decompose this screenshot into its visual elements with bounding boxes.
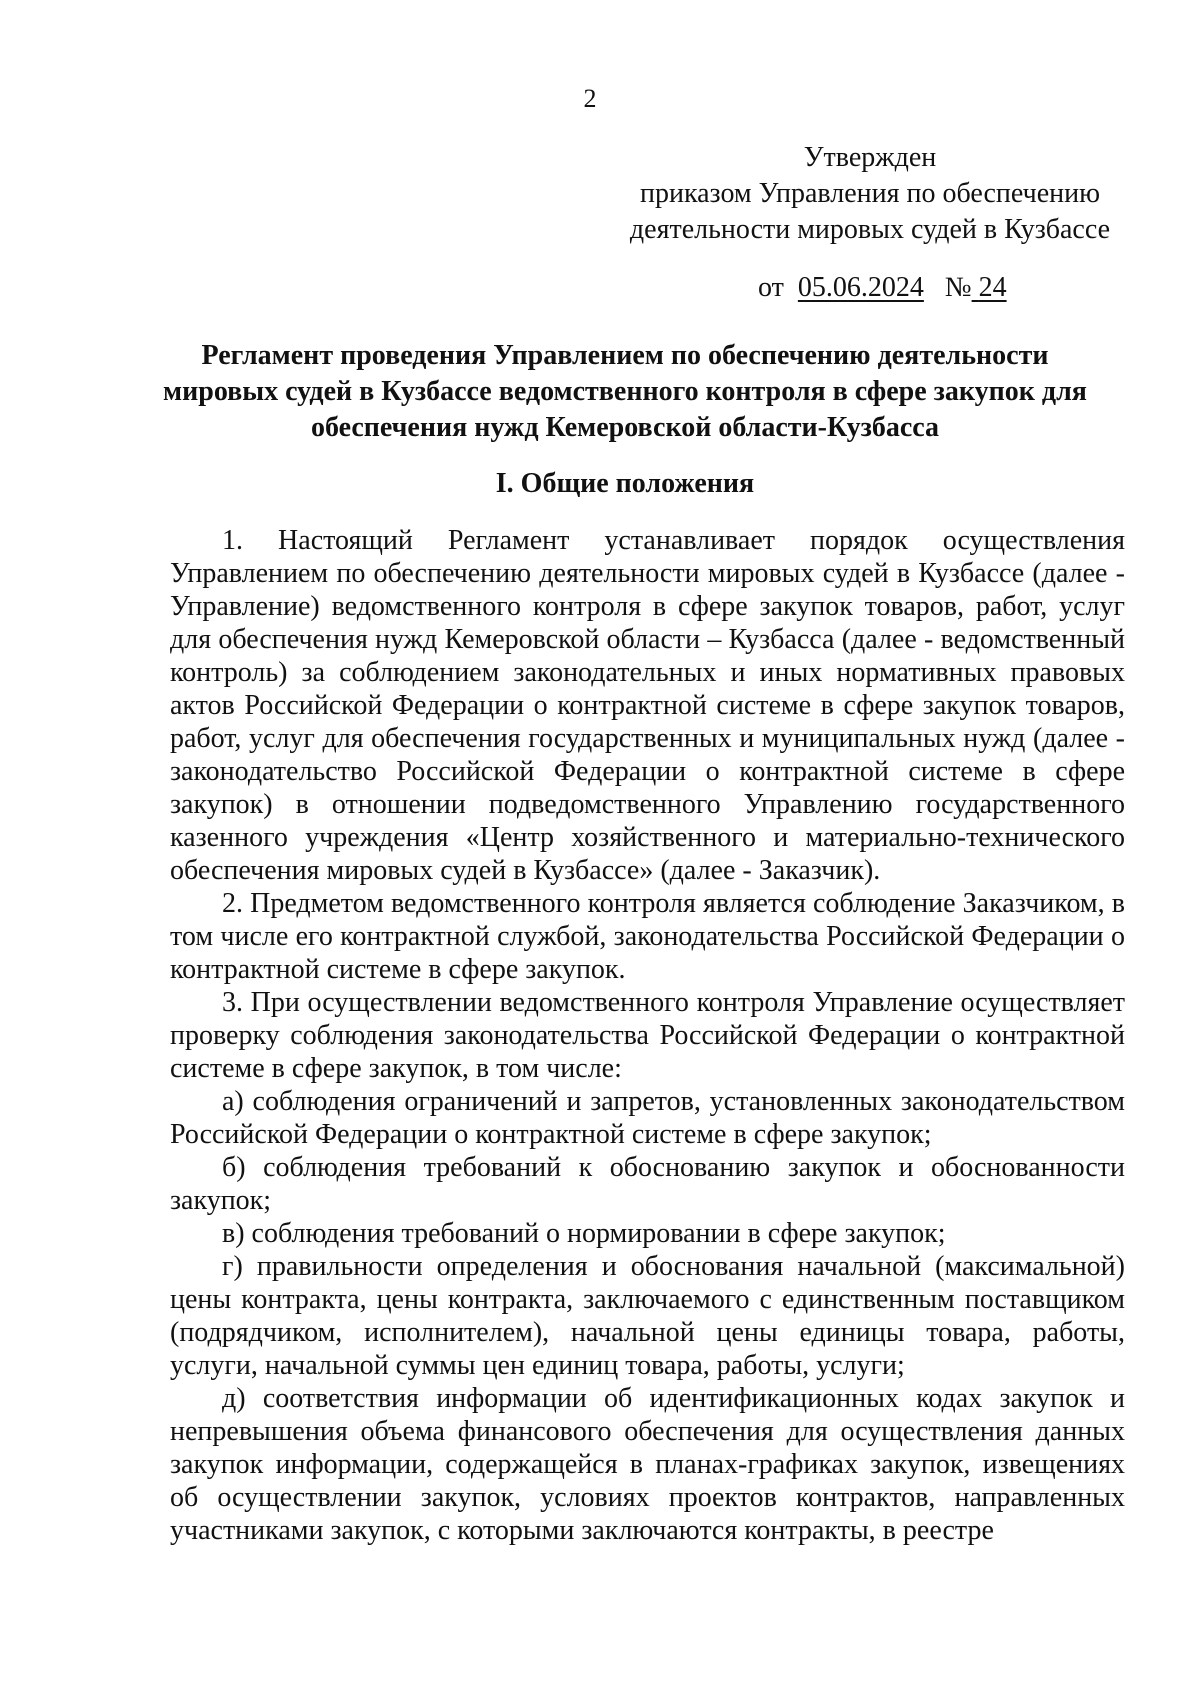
approval-date-line	[758, 270, 1007, 306]
subparagraph-a: а) соблюдения ограничений и запретов, установленных законодательством Российской Федерации о контрактной системе в сфере закупок;	[170, 1086, 1125, 1150]
approval-block	[610, 140, 1130, 248]
paragraph-2: 2. Предметом ведомственного контроля является соблюдение Заказчиком, в том числе его контрактной службой, законодательства Российской Федерации о контрактной системе в сфере закупок.	[170, 888, 1125, 985]
approval-date: 05.06.2024	[797, 272, 924, 303]
section-heading: I. Общие положения	[495, 468, 755, 499]
title-line-3: обеспечения нужд Кемеровской области-Кузбасса	[310, 412, 940, 443]
paragraph-3: 3. При осуществлении ведомственного контроля Управление осуществляет проверку соблюдения законодательства Российской Федерации о контрактной системе в сфере закупок, в том числе:	[170, 987, 1125, 1084]
approval-line-2: приказом Управления по обеспечению	[639, 178, 1101, 209]
order-number: 24	[978, 272, 1007, 303]
subparagraph-d: д) соответствия информации об идентификационных кодах закупок и непревышения объема финансового обеспечения для осуществления данных закупок информации, содержащейся в планах-графиках закупок, извещениях об осуществлении закупок, условиях проектов контрактов, направленных участниками закупок, с которыми заключаются контракты, в реестре	[170, 1383, 1125, 1546]
title-line-2: мировых судей в Кузбассе ведомственного контроля в сфере закупок для	[163, 376, 1087, 407]
number-prefix: №	[944, 272, 972, 303]
subparagraph-b: б) соблюдения требований к обоснованию закупок и обоснованности закупок;	[170, 1152, 1125, 1216]
document-title	[150, 338, 1100, 446]
title-line-1: Регламент проведения Управлением по обеспечению деятельности	[201, 340, 1049, 371]
date-prefix: от	[758, 272, 784, 303]
approval-line-1: Утвержден	[803, 142, 937, 173]
paragraph-1: 1. Настоящий Регламент устанавливает порядок осуществления Управлением по обеспечению деятельности мировых судей в Кузбассе (далее - Управление) ведомственного контроля в сфере закупок товаров, работ, услуг для обеспечения нужд Кемеровской области – Кузбасса (далее - ведомственный контроль) за соблюдением законодательных и иных нормативных правовых актов Российской Федерации о контрактной системе в сфере закупок товаров, работ, услуг для обеспечения государственных и муниципальных нужд (далее - законодательство Российской Федерации о контрактной системе в сфере закупок) в отношении подведомственного Управлению государственного казенного учреждения «Центр хозяйственного и материально-технического обеспечения мировых судей в Кузбассе» (далее - Заказчик).	[170, 525, 1125, 886]
subparagraph-v: в) соблюдения требований о нормировании в сфере закупок;	[222, 1218, 946, 1249]
page-number: 2	[583, 84, 597, 113]
approval-line-3: деятельности мировых судей в Кузбассе	[629, 214, 1111, 245]
document-body	[170, 524, 1125, 1547]
subparagraph-g: г) правильности определения и обоснования начальной (максимальной) цены контракта, цены контракта, заключаемого с единственным поставщиком (подрядчиком, исполнителем), начальной цены единицы товара, работы, услуги, начальной суммы цен единиц товара, работы, услуги;	[170, 1251, 1125, 1381]
